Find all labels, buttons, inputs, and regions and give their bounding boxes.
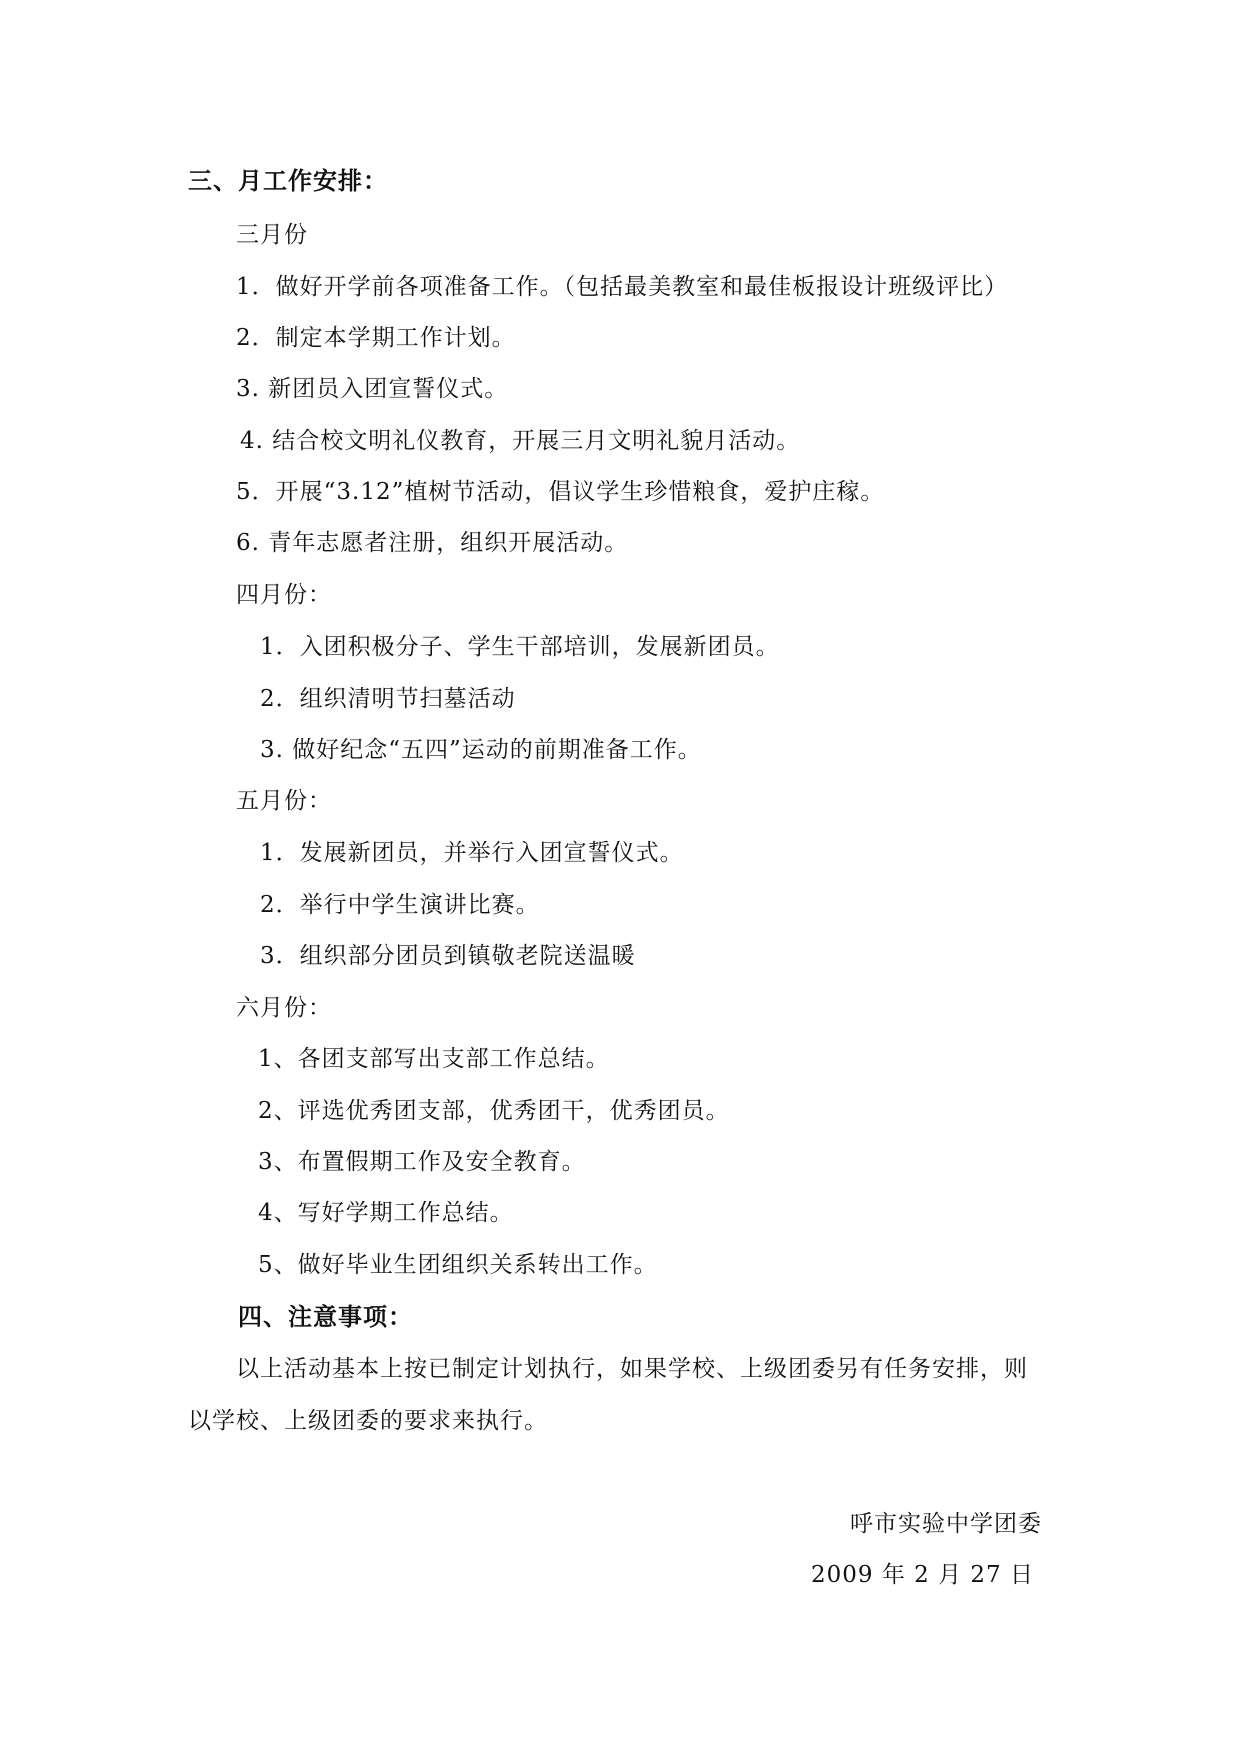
list-item: 2．制定本学期工作计划。: [236, 325, 516, 351]
list-item: 1．发展新团员，并举行入团宣誓仪式。: [260, 840, 684, 866]
signature-organization: 呼市实验中学团委: [850, 1511, 1042, 1537]
notes-paragraph-line: 以学校、上级团委的要求来执行。: [188, 1408, 548, 1434]
list-item: 3. 做好纪念“五四”运动的前期准备工作。: [260, 737, 702, 763]
month-label-april: 四月份：: [236, 582, 332, 608]
signature-date: 2009 年 2 月 27 日: [811, 1562, 1034, 1588]
month-label-june: 六月份：: [236, 995, 332, 1021]
list-item: 5、做好毕业生团组织关系转出工作。: [258, 1252, 658, 1278]
list-item: 1．入团积极分子、学生干部培训，发展新团员。: [260, 634, 780, 660]
month-label-may: 五月份：: [236, 788, 332, 814]
month-label-march: 三月份: [236, 222, 308, 248]
notes-paragraph-line: 以上活动基本上按已制定计划执行，如果学校、上级团委另有任务安排，则: [236, 1356, 1028, 1382]
list-item: 1．做好开学前各项准备工作。（包括最美教室和最佳板报设计班级评比）: [236, 274, 1009, 300]
list-item: 6. 青年志愿者注册，组织开展活动。: [236, 530, 629, 556]
list-item: 4、写好学期工作总结。: [258, 1200, 514, 1226]
list-item: 1、各团支部写出支部工作总结。: [258, 1046, 610, 1072]
section-4-heading: 四、注意事项：: [238, 1302, 413, 1331]
list-item: 2．组织清明节扫墓活动: [260, 686, 516, 712]
section-3-heading: 三、月工作安排：: [188, 166, 388, 195]
list-item: 3. 新团员入团宣誓仪式。: [236, 376, 509, 402]
list-item: 3．组织部分团员到镇敬老院送温暖: [260, 943, 636, 969]
list-item: 2．举行中学生演讲比赛。: [260, 892, 540, 918]
list-item: 3、布置假期工作及安全教育。: [258, 1149, 586, 1175]
list-item: 4. 结合校文明礼仪教育，开展三月文明礼貌月活动。: [240, 428, 801, 454]
list-item: 5．开展“3.12”植树节活动，倡议学生珍惜粮食，爱护庄稼。: [236, 479, 885, 505]
list-item: 2、评选优秀团支部，优秀团干，优秀团员。: [258, 1098, 730, 1124]
